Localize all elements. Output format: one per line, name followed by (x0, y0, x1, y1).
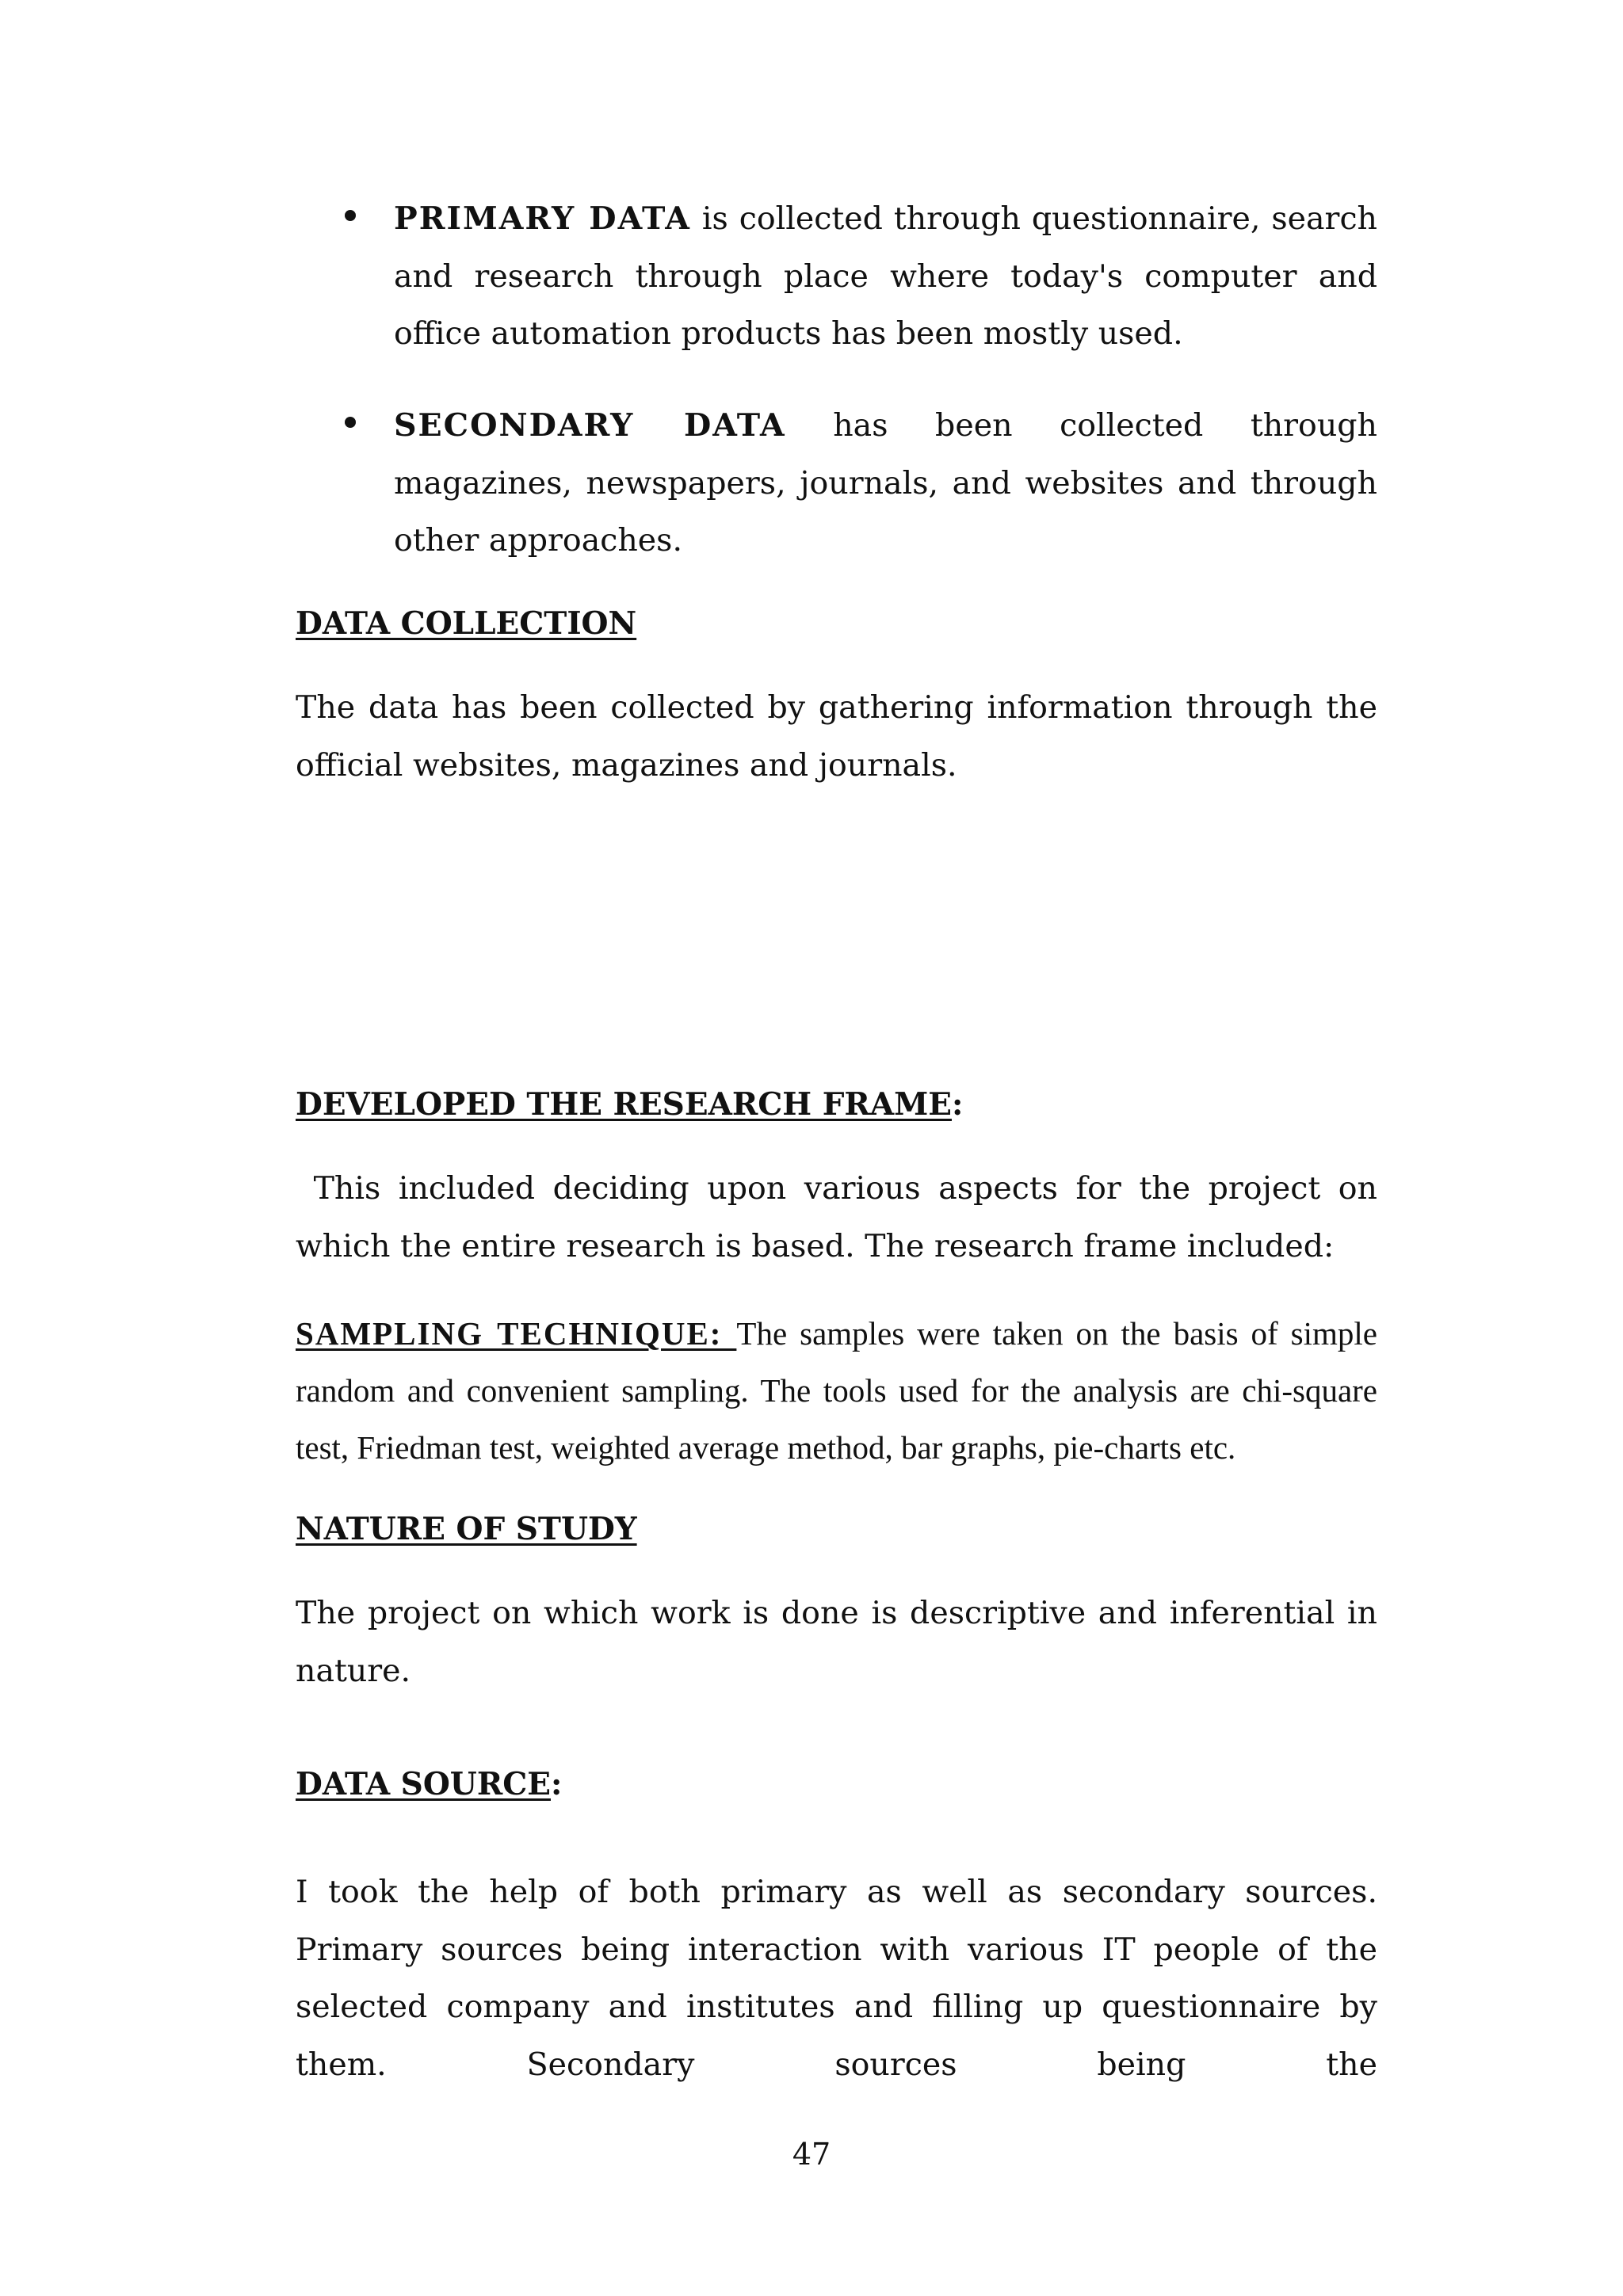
section-paragraph: The data has been collected by gathering information through the official websites, magazines and journals. (296, 689, 1377, 784)
section-data-collection (296, 600, 1377, 647)
section-data-collection-body (296, 679, 1377, 794)
section-heading-text: DEVELOPED THE RESEARCH FRAME (296, 1086, 952, 1123)
section-heading-text: DATA SOURCE (296, 1766, 551, 1802)
bullet-item-secondary-data (394, 397, 1377, 570)
bullet-paragraph (394, 397, 1377, 570)
section-paragraph: This included deciding upon various aspects for the project on which the entire research is based. The research frame included: (296, 1170, 1388, 1264)
section-nature-of-study (296, 1505, 1377, 1553)
bullet-text: has been collected through magazines, newspapers, journals, and websites and through other approaches. (394, 407, 1377, 559)
bullet-dot-icon (345, 210, 356, 221)
section-nature-of-study-body (296, 1585, 1377, 1699)
bullet-label: PRIMARY DATA (394, 200, 691, 237)
section-heading (296, 1760, 1377, 1808)
section-sampling-technique (296, 1305, 1377, 1476)
sampling-text: The samples were taken on the basis of simple random and convenient sampling. The tools used for the analysis are chi-square test, Friedman test, weighted average method, bar graphs, pie-charts etc. (296, 1315, 1377, 1466)
page-number: 47 (792, 2137, 831, 2172)
section-heading: DATA COLLECTION (296, 605, 637, 642)
bullet-text: is collected through questionnaire, search and research through place where today's computer and office automation products has been mostly used. (394, 200, 1378, 352)
bullet-item-primary-data (394, 190, 1377, 363)
bullet-label: SECONDARY DATA (394, 407, 786, 444)
sampling-label: SAMPLING TECHNIQUE: (296, 1315, 737, 1352)
section-paragraph: The project on which work is done is descriptive and inferential in nature. (296, 1595, 1377, 1689)
section-paragraph (296, 1305, 1377, 1476)
bullet-paragraph (394, 190, 1377, 363)
section-research-frame-body (296, 1160, 1388, 1275)
section-data-source (296, 1760, 1377, 1808)
section-heading: NATURE OF STUDY (296, 1511, 637, 1547)
section-heading-colon: : (551, 1766, 563, 1802)
bullet-dot-icon (345, 417, 356, 428)
section-heading-colon: : (951, 1086, 964, 1123)
section-data-source-body (296, 1863, 1377, 2093)
section-heading (296, 1081, 1377, 1128)
section-paragraph: I took the help of both primary as well as secondary sources. Primary sources being interaction with various IT people of the selected company and institutes and filling up questionnaire by them. Secondary sources being the (296, 1874, 1377, 2083)
section-research-frame (296, 1081, 1377, 1128)
